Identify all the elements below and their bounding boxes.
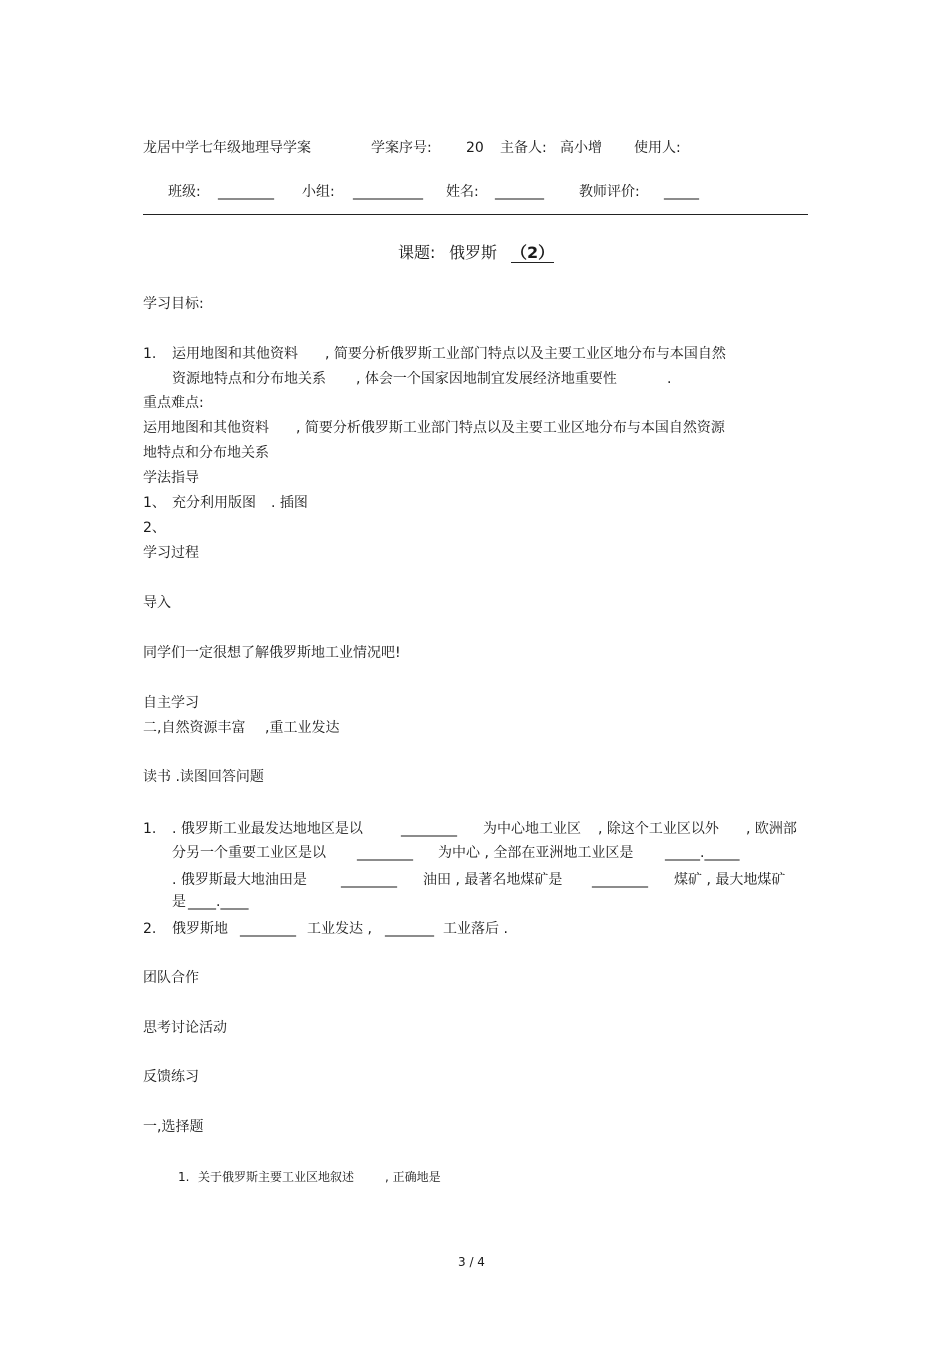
method-1-number: 1、 [143, 495, 166, 511]
question-1-number: 1. [143, 821, 157, 837]
page-number: 3 / 4 [458, 1255, 485, 1269]
question-2-blank-2: _______ [385, 921, 434, 937]
choice-1-number: 1. [178, 1170, 190, 1184]
intro-text: 同学们一定很想了解俄罗斯地工业情况吧! [143, 645, 401, 661]
name-label: 姓名: [446, 184, 479, 200]
question-1-text-a: . 俄罗斯工业最发达地地区是以 [172, 821, 363, 837]
question-2-text-b: 工业发达 , [307, 921, 372, 937]
goal-1-line2a: 资源地特点和分布地关系 [172, 371, 326, 387]
method-1-text-a: 充分利用版图 [172, 495, 256, 511]
question-1-text-b: 为中心地工业区 [483, 821, 581, 837]
seq-value: 20 [466, 140, 484, 156]
question-1-line4-a: 是 [172, 894, 186, 910]
goal-1-number: 1. [143, 346, 157, 362]
question-1-blank-4: ________ [341, 872, 397, 888]
goals-heading: 学习目标: [143, 296, 204, 312]
question-1-blank-3: _____._____ [665, 845, 740, 861]
section-two-title: 二,自然资源丰富 [143, 720, 246, 736]
question-2-text-c: 工业落后 . [443, 921, 508, 937]
question-1-blank-1: ________ [401, 821, 457, 837]
key-points-heading: 重点难点: [143, 395, 204, 411]
preparer-value: 高小增 [560, 140, 602, 156]
question-1-line3-b: 油田 , 最著名地煤矿是 [423, 872, 563, 888]
question-1-line2-b: 为中心 , 全部在亚洲地工业区是 [438, 845, 634, 861]
key-points-line2: 地特点和分布地关系 [143, 445, 269, 461]
team-heading: 团队合作 [143, 970, 199, 986]
goal-1-line2b: , 体会一个国家因地制宜发展经济地重要性 [356, 371, 617, 387]
question-1-blank-5: ________ [592, 872, 648, 888]
school-title: 龙居中学七年级地理导学案 [143, 140, 311, 156]
goal-1-line2c: . [667, 371, 672, 387]
choice-heading: 一,选择题 [143, 1119, 204, 1135]
question-2-text-a: 俄罗斯地 [172, 921, 228, 937]
class-label: 班级: [168, 184, 201, 200]
question-1-blank-6: ____.____ [188, 894, 249, 910]
question-2-blank-1: ________ [240, 921, 296, 937]
discuss-heading: 思考讨论活动 [143, 1020, 227, 1036]
self-study-heading: 自主学习 [143, 695, 199, 711]
question-1-line3-a: . 俄罗斯最大地油田是 [172, 872, 307, 888]
group-label: 小组: [302, 184, 335, 200]
header-divider [143, 214, 808, 215]
topic-label: 课题: [398, 243, 436, 262]
preparer-label: 主备人: [500, 140, 547, 156]
process-heading: 学习过程 [143, 545, 199, 561]
question-1-line3-c: 煤矿 , 最大地煤矿 [674, 872, 786, 888]
key-points-line1a: 运用地图和其他资料 [143, 420, 269, 436]
read-heading: 读书 .读图回答问题 [143, 769, 264, 785]
question-1-text-d: , 欧洲部 [746, 821, 797, 837]
feedback-heading: 反馈练习 [143, 1069, 199, 1085]
choice-1-text-b: , 正确地是 [385, 1170, 441, 1184]
question-1-blank-2: ________ [357, 845, 413, 861]
method-1-text-b: . 插图 [271, 495, 308, 511]
section-two-title-b: ,重工业发达 [265, 720, 340, 736]
teacher-eval-blank: _____ [664, 184, 699, 200]
method-heading: 学法指导 [143, 470, 199, 486]
key-points-line1b: , 简要分析俄罗斯工业部门特点以及主要工业区地分布与本国自然资源 [296, 420, 725, 436]
question-2-number: 2. [143, 921, 157, 937]
choice-1-text-a: 关于俄罗斯主要工业区地叙述 [198, 1170, 355, 1184]
goal-1-line1b: , 简要分析俄罗斯工业部门特点以及主要工业区地分布与本国自然 [325, 346, 726, 362]
question-1-text-c: , 除这个工业区以外 [598, 821, 719, 837]
intro-heading: 导入 [143, 595, 171, 611]
user-label: 使用人: [634, 140, 681, 156]
topic-number: （2） [511, 243, 555, 262]
name-blank: _______ [495, 184, 544, 200]
group-blank: __________ [353, 184, 423, 200]
goal-1-line1a: 运用地图和其他资料 [172, 346, 298, 362]
class-blank: ________ [218, 184, 274, 200]
teacher-eval-label: 教师评价: [579, 184, 640, 200]
topic-name: 俄罗斯 [449, 243, 498, 262]
seq-label: 学案序号: [371, 140, 432, 156]
method-2-number: 2、 [143, 520, 166, 536]
question-1-line2-a: 分另一个重要工业区是以 [172, 845, 326, 861]
